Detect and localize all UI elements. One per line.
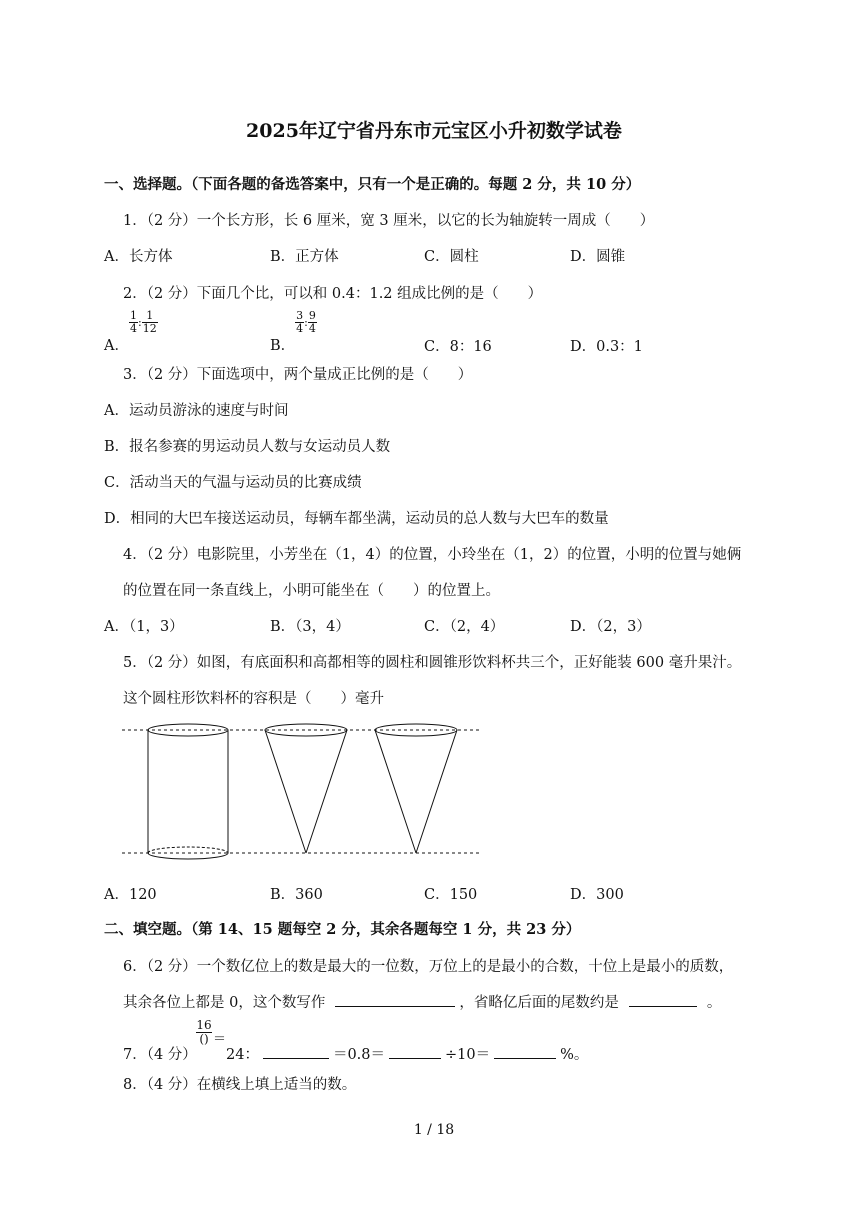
q4-option-b: B．（3，4） [270, 619, 350, 635]
q6-blank-2[interactable] [629, 992, 697, 1007]
cylinder-cup [148, 724, 228, 859]
q7-part-1: 24： [226, 1047, 259, 1063]
q7-equals: ＝ [213, 1032, 227, 1047]
q2-option-d: D．0.3：1 [570, 339, 643, 355]
q6-text-a: 其余各位上都是 0，这个数写作 [123, 995, 326, 1011]
section-heading-fill: 二、填空题。（第 14、15 题每空 2 分，其余各题每空 1 分，共 23 分） [104, 921, 581, 938]
q2-option-a [104, 310, 158, 355]
question-3-stem: 3．（2 分）下面选项中，两个量成正比例的是（ ） [123, 367, 473, 383]
question-6-line-2 [123, 991, 721, 1012]
q7-frac-denominator: () [196, 1032, 212, 1046]
question-4-line-2: 的位置在同一条直线上，小明可能坐在（ ）的位置上。 [123, 583, 500, 599]
q1-option-d: D．圆锥 [570, 249, 626, 265]
q2-a-fraction-2: $\frac{1}{12}$ [142, 309, 157, 335]
q2-option-b [270, 310, 317, 355]
q4-option-a: A．（1，3） [104, 619, 184, 635]
q3-option-b: B．报名参赛的男运动员人数与女运动员人数 [104, 439, 391, 455]
cone-cup-1 [265, 724, 347, 853]
q5-option-b: B．360 [270, 887, 323, 903]
q6-blank-1[interactable] [335, 992, 455, 1007]
cone-cup-2 [375, 724, 457, 853]
question-5-line-1: 5．（2 分）如图，有底面积和高都相等的圆柱和圆锥形饮料杯共三个，正好能装 600 毫升果汁。 [123, 655, 742, 671]
question-4-line-1: 4．（2 分）电影院里，小芳坐在（1，4）的位置，小玲坐在（1，2）的位置，小明的位置与她俩 [123, 547, 742, 563]
question-6-line-1: 6．（2 分）一个数亿位上的数是最大的一位数，万位上的是最小的合数，十位上是最小的质数， [123, 959, 734, 975]
q2-b-colon: : [304, 316, 308, 329]
q7-part-3: ÷10＝ [445, 1047, 491, 1063]
q3-option-a: A．运动员游泳的速度与时间 [104, 403, 289, 419]
question-7-body [226, 1043, 588, 1064]
q2-a-fraction-1: $\frac{1}{4}$ [129, 309, 137, 335]
q2-b-fraction-2: $\frac{9}{4}$ [308, 309, 316, 335]
q7-part-4: %。 [560, 1047, 589, 1063]
question-5-line-2: 这个圆柱形饮料杯的容积是（ ）毫升 [123, 691, 384, 707]
q2-b-fraction-1: $\frac{3}{4}$ [296, 309, 304, 335]
q1-option-a: A．长方体 [104, 249, 173, 265]
page-number: 1 / 18 [413, 1122, 455, 1138]
q7-prefix: 7．（4 分） [123, 1047, 197, 1063]
q2-b-prefix: B． [270, 338, 296, 354]
section-heading-choice: 一、选择题。（下面各题的备选答案中，只有一个是正确的。每题 2 分，共 10 分） [104, 176, 641, 193]
q3-option-d: D．相同的大巴车接送运动员，每辆车都坐满，运动员的总人数与大巴车的数量 [104, 511, 609, 527]
q7-blank-2[interactable] [389, 1044, 441, 1059]
q2-a-prefix: A． [104, 338, 129, 354]
page-title: 2025年辽宁省丹东市元宝区小升初数学试卷 [246, 120, 622, 142]
question-1-stem: 1．（2 分）一个长方形，长 6 厘米，宽 3 厘米，以它的长为轴旋转一周成（ ） [123, 213, 655, 229]
q3-option-c: C．活动当天的气温与运动员的比赛成绩 [104, 475, 362, 491]
q7-blank-1[interactable] [263, 1044, 329, 1059]
cups-figure [118, 718, 488, 868]
q7-blank-3[interactable] [494, 1044, 556, 1059]
q2-option-c: C．8：16 [424, 339, 492, 355]
q7-frac-numerator: 16 [196, 1018, 212, 1032]
q5-option-a: A．120 [104, 887, 157, 903]
q5-option-c: C．150 [424, 887, 478, 903]
q5-option-d: D．300 [570, 887, 624, 903]
question-2-stem: 2．（2 分）下面几个比，可以和 0.4：1.2 组成比例的是（ ） [123, 286, 543, 302]
q4-option-c: C．（2，4） [424, 619, 505, 635]
q6-text-b: ，省略亿后面的尾数约是 [459, 995, 619, 1011]
q1-option-b: B．正方体 [270, 249, 339, 265]
question-8-stem: 8．（4 分）在横线上填上适当的数。 [123, 1077, 357, 1093]
q4-option-d: D．（2，3） [570, 619, 651, 635]
q6-text-c: 。 [706, 995, 722, 1011]
q7-part-2: ＝0.8＝ [332, 1047, 386, 1063]
q7-fraction [196, 1019, 212, 1046]
q2-a-colon: : [137, 316, 142, 329]
q1-option-c: C．圆柱 [424, 249, 479, 265]
